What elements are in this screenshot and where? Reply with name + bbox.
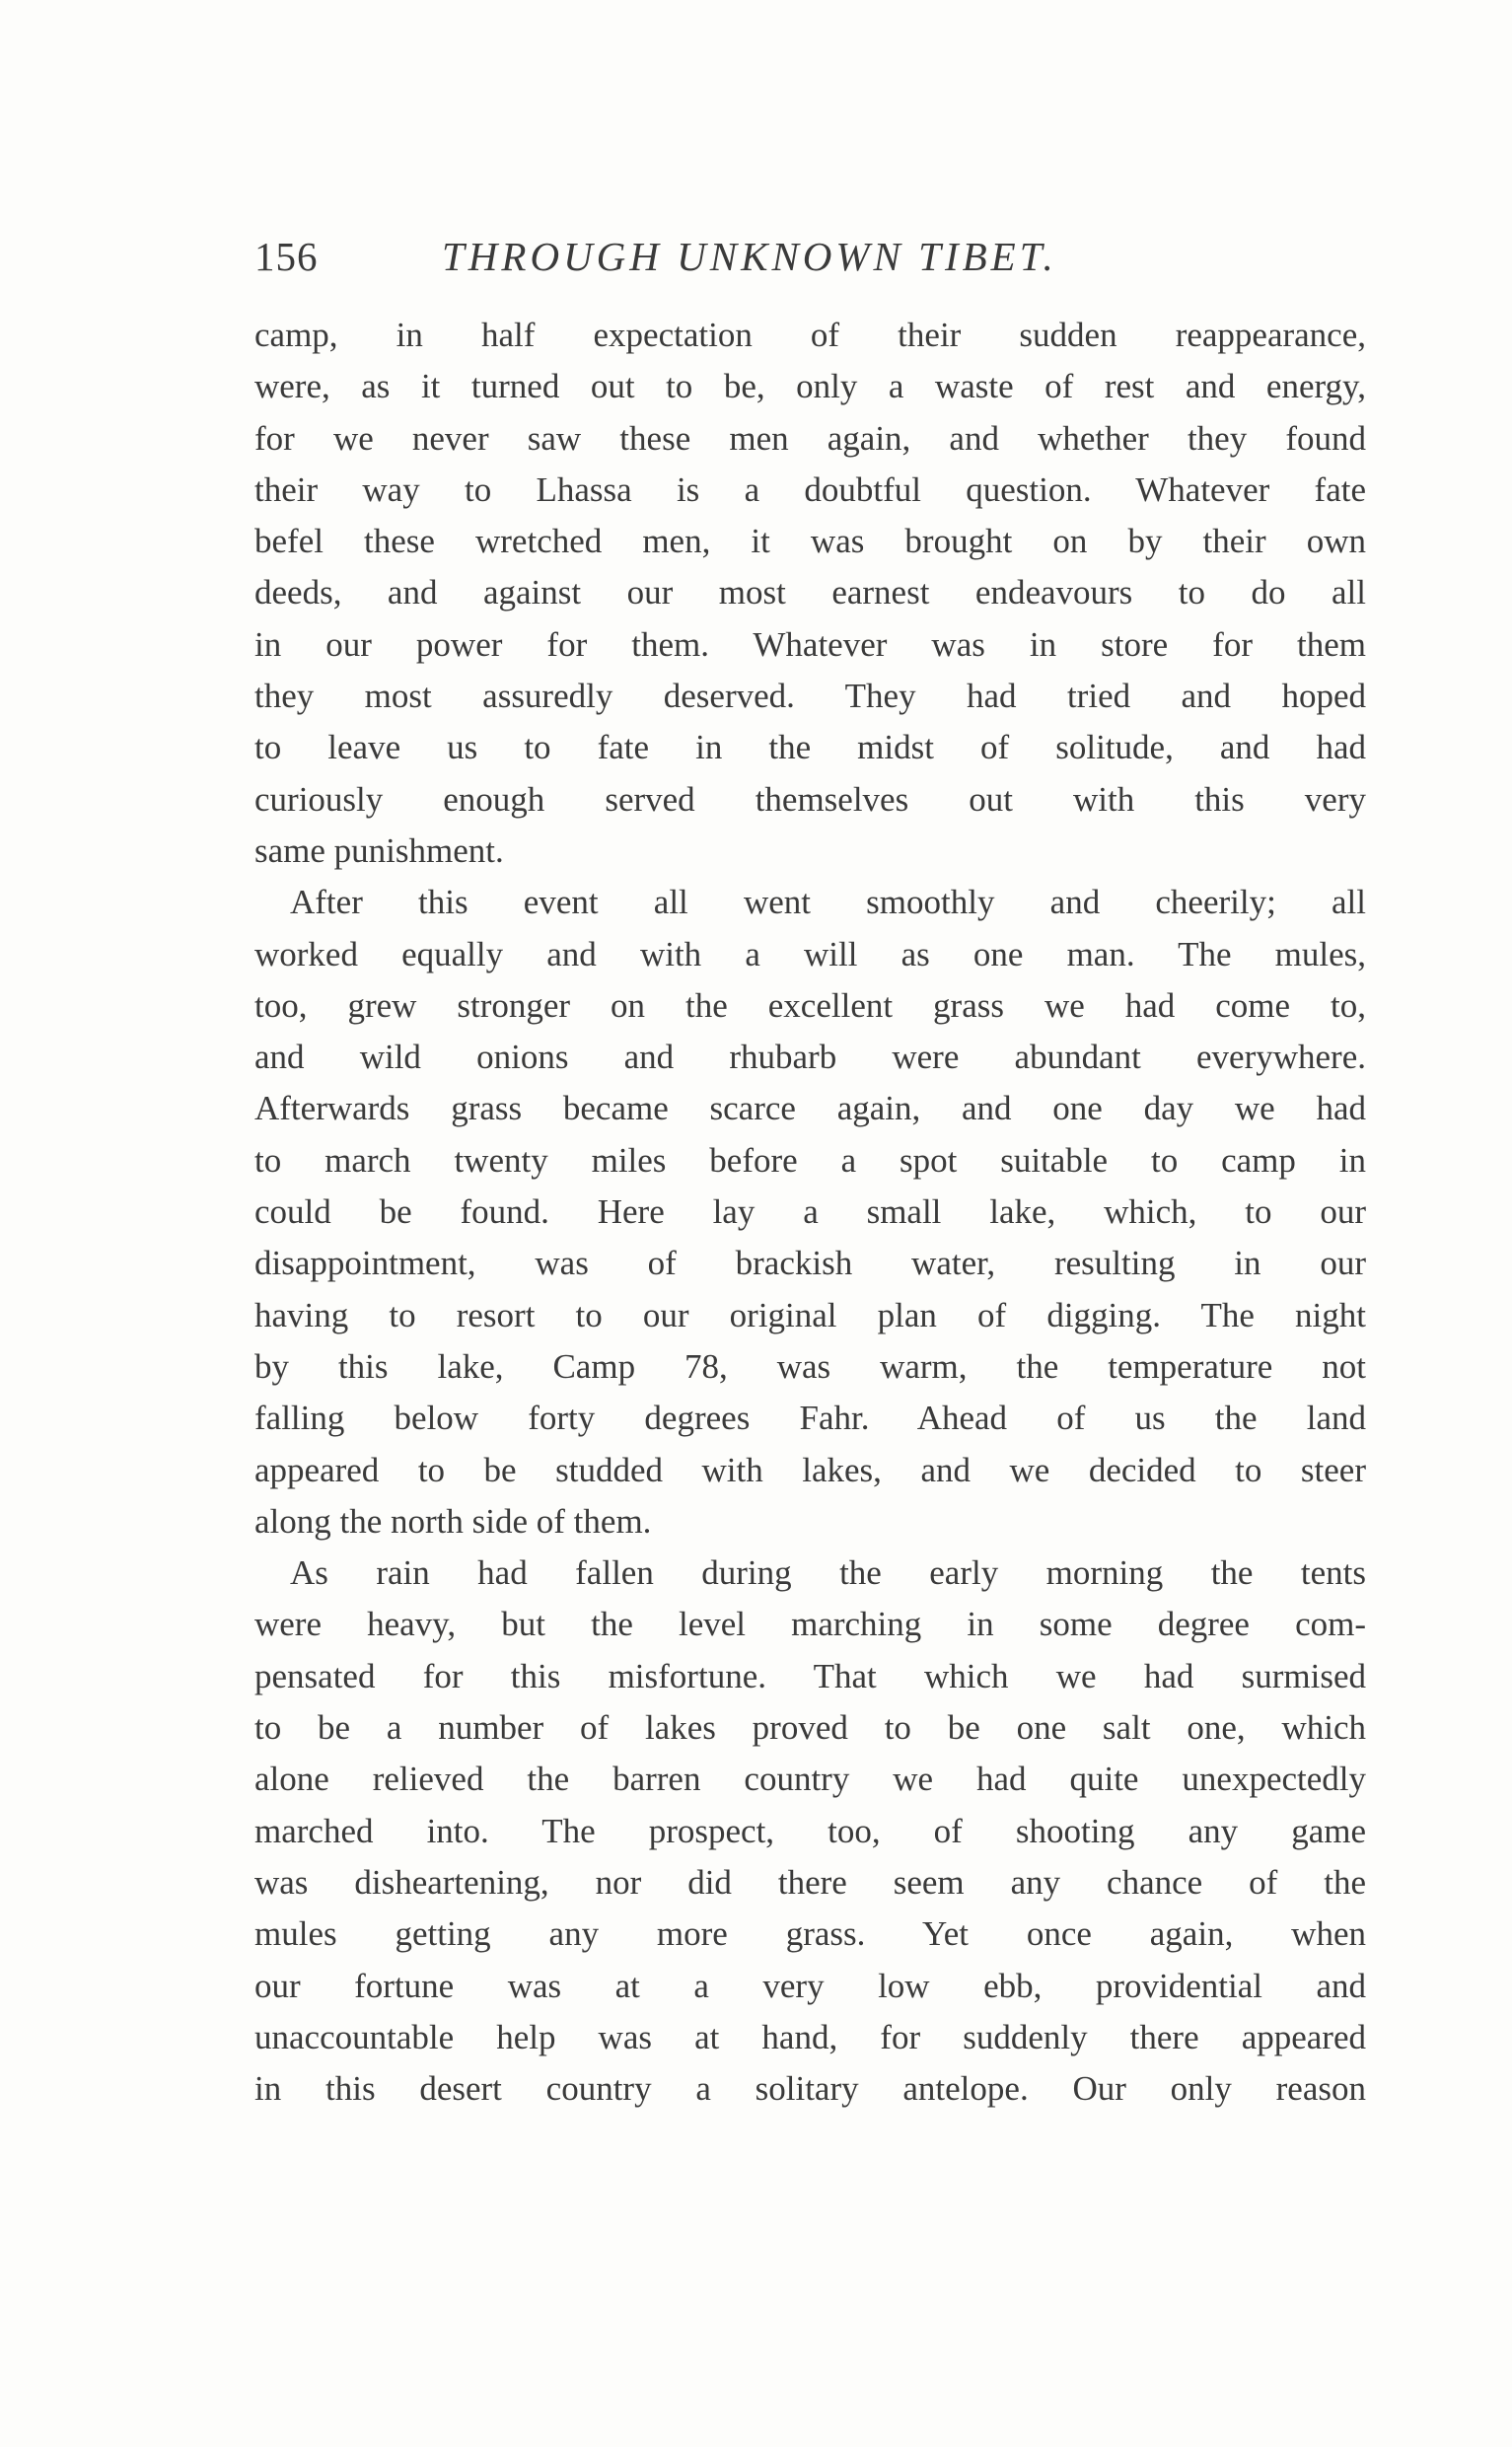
page-number: 156 <box>254 234 319 279</box>
text-line: they most assuredly deserved. They had tried and hoped <box>254 677 1366 716</box>
text-line: same punishment. <box>254 830 504 870</box>
text-line: was disheartening, nor did there seem any chance of the <box>254 1862 1366 1902</box>
text-line: to be a number of lakes proved to be one salt one, which <box>254 1708 1366 1748</box>
text-line: their way to Lhassa is a doubtful question. Whatever fate <box>254 469 1366 509</box>
text-line: After this event all went smoothly and cheerily; all <box>290 883 1366 922</box>
text-line: could be found. Here lay a small lake, which, to our <box>254 1192 1366 1232</box>
text-line: alone relieved the barren country we had quite unexpectedly <box>254 1760 1366 1799</box>
text-line: As rain had fallen during the early morning the tents <box>290 1553 1366 1593</box>
text-line: in this desert country a solitary antelope. Our only reason <box>254 2069 1366 2109</box>
text-line: deeds, and against our most earnest endeavours to do all <box>254 573 1366 612</box>
text-line: unaccountable help was at hand, for suddenly there appeared <box>254 2017 1366 2056</box>
text-line: were, as it turned out to be, only a waste of rest and energy, <box>254 367 1366 406</box>
text-line: mules getting any more grass. Yet once again, when <box>254 1914 1366 1954</box>
text-line: and wild onions and rhubarb were abundant everywhere. <box>254 1038 1366 1077</box>
text-line: appeared to be studded with lakes, and we decided to steer <box>254 1450 1366 1489</box>
text-line: marched into. The prospect, too, of shooting any game <box>254 1811 1366 1850</box>
text-line: curiously enough served themselves out with this very <box>254 779 1366 819</box>
text-line: in our power for them. Whatever was in store for them <box>254 624 1366 664</box>
text-line: falling below forty degrees Fahr. Ahead of us the land <box>254 1399 1366 1438</box>
text-line: camp, in half expectation of their sudden reappearance, <box>254 316 1366 354</box>
text-line: having to resort to our original plan of digging. The night <box>254 1295 1366 1334</box>
text-line: pensated for this misfortune. That which we had surmised <box>254 1656 1366 1695</box>
book-page <box>254 225 1366 2115</box>
text-line: disappointment, was of brackish water, resulting in our <box>254 1244 1366 1283</box>
book-title: THROUGH UNKNOWN TIBET. <box>442 234 1057 279</box>
text-line: befel these wretched men, it was brought on by their own <box>254 522 1366 561</box>
running-head <box>254 225 1366 286</box>
text-line: worked equally and with a will as one man. The mules, <box>254 934 1366 973</box>
text-line: Afterwards grass became scarce again, and one day we had <box>254 1089 1366 1128</box>
text-line: too, grew stronger on the excellent grass we had come to, <box>254 985 1366 1025</box>
text-line: were heavy, but the level marching in some degree com- <box>254 1605 1366 1644</box>
text-line: our fortune was at a very low ebb, providential and <box>254 1966 1366 2005</box>
text-line: along the north side of them. <box>254 1501 652 1541</box>
text-line: for we never saw these men again, and whether they found <box>254 418 1366 458</box>
text-line: to leave us to fate in the midst of solitude, and had <box>254 728 1366 767</box>
text-line: to march twenty miles before a spot suitable to camp in <box>254 1140 1366 1180</box>
text-line: by this lake, Camp 78, was warm, the temperature not <box>254 1346 1366 1386</box>
body-text <box>254 310 1366 2115</box>
